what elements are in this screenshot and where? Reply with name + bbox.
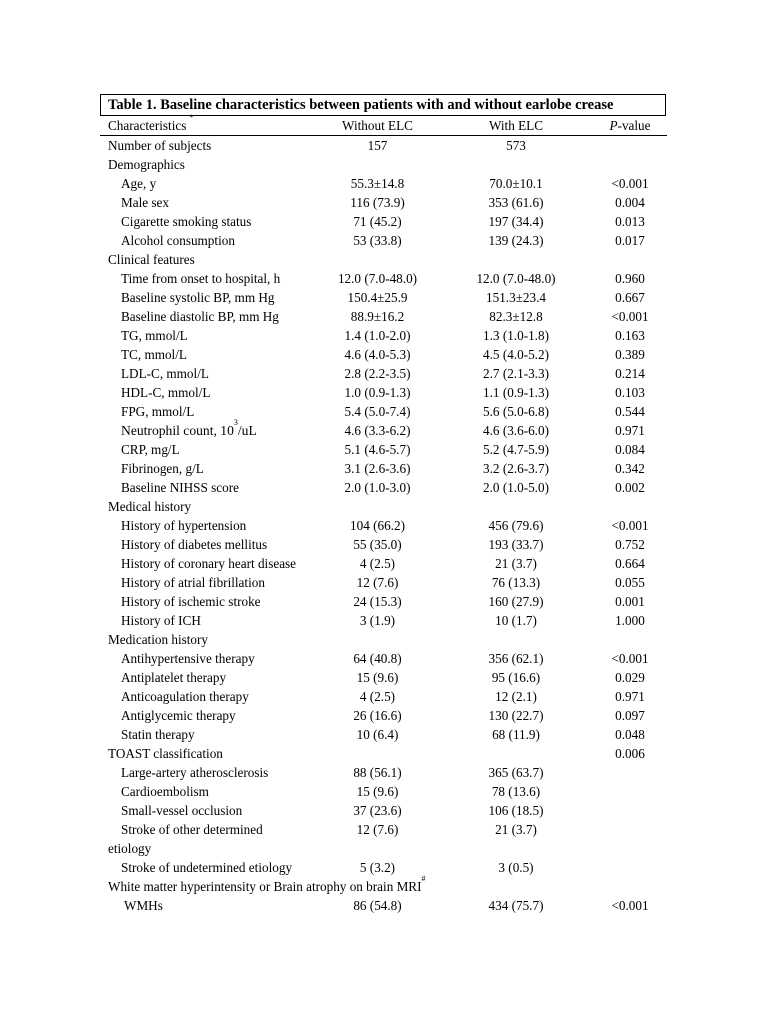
cell-p-value: 0.055 xyxy=(615,575,645,590)
row-label-text: Number of subjects xyxy=(108,138,212,153)
row-label xyxy=(121,440,180,459)
cell-without-elc: 2.0 (1.0-3.0) xyxy=(344,480,411,495)
row-label xyxy=(108,744,223,763)
row-label-text: Stroke of undetermined etiology xyxy=(121,860,293,875)
table-row xyxy=(0,725,768,744)
row-label-tail: /uL xyxy=(237,423,257,438)
row-label xyxy=(121,649,255,668)
row-label xyxy=(121,820,263,839)
table-row xyxy=(0,402,768,421)
row-label-text: TOAST classification xyxy=(108,746,223,761)
cell-with-elc: 5.2 (4.7-5.9) xyxy=(483,442,549,457)
cell-with-elc: 10 (1.7) xyxy=(495,613,537,628)
row-label-text: History of diabetes mellitus xyxy=(121,537,268,552)
row-label-text: White matter hyperintensity or Brain atrophy on brain MRI xyxy=(108,879,422,894)
cell-p-value: <0.001 xyxy=(611,176,649,191)
row-label-text: Baseline diastolic BP, mm Hg xyxy=(121,309,279,324)
table-row xyxy=(0,896,768,915)
cell-p-value: 0.001 xyxy=(615,594,645,609)
row-label xyxy=(121,801,242,820)
cell-without-elc: 4.6 (3.3-6.2) xyxy=(344,423,411,438)
table-header-row xyxy=(0,113,768,135)
cell-without-elc: 88.9±16.2 xyxy=(350,309,405,324)
row-label xyxy=(121,288,275,307)
cell-with-elc: 3.2 (2.6-3.7) xyxy=(483,461,549,476)
cell-with-elc: 12.0 (7.0-48.0) xyxy=(476,271,556,286)
row-label xyxy=(121,706,236,725)
cell-with-elc: 130 (22.7) xyxy=(488,708,544,723)
row-label-text: Alcohol consumption xyxy=(121,233,235,248)
cell-without-elc: 2.8 (2.2-3.5) xyxy=(344,366,411,381)
row-label xyxy=(121,174,156,193)
cell-without-elc: 86 (54.8) xyxy=(353,898,402,913)
table-row xyxy=(0,611,768,630)
cell-without-elc: 10 (6.4) xyxy=(356,727,399,742)
cell-without-elc: 104 (66.2) xyxy=(350,518,405,533)
cell-with-elc: 160 (27.9) xyxy=(488,594,544,609)
table-row xyxy=(0,250,768,269)
row-label xyxy=(121,193,169,212)
cell-p-value: 0.971 xyxy=(615,423,645,438)
table-row xyxy=(0,782,768,801)
table-row xyxy=(0,459,768,478)
row-label-text: Antihypertensive therapy xyxy=(121,651,255,666)
cell-p-value: 1.000 xyxy=(615,613,645,628)
row-label-text: Time from onset to hospital, h xyxy=(121,271,281,286)
row-label xyxy=(108,874,426,896)
cell-without-elc: 12 (7.6) xyxy=(356,822,399,837)
table-row xyxy=(0,630,768,649)
cell-without-elc: 1.0 (0.9-1.3) xyxy=(344,385,411,400)
cell-p-value: <0.001 xyxy=(611,898,649,913)
row-label xyxy=(121,326,188,345)
cell-p-value: 0.214 xyxy=(615,366,645,381)
cell-without-elc: 3.1 (2.6-3.6) xyxy=(344,461,411,476)
table-row xyxy=(0,497,768,516)
cell-p-value: 0.971 xyxy=(615,689,645,704)
row-label-text: Statin therapy xyxy=(121,727,195,742)
table-row xyxy=(0,858,768,877)
row-label xyxy=(121,858,292,877)
row-label-text: History of hypertension xyxy=(121,518,247,533)
table-row xyxy=(0,839,768,858)
cell-p-value: <0.001 xyxy=(611,309,649,324)
cell-with-elc: 2.0 (1.0-5.0) xyxy=(483,480,549,495)
row-label-text: Medical history xyxy=(108,499,192,514)
cell-with-elc: 12 (2.1) xyxy=(495,689,537,704)
row-label-text: FPG, mmol/L xyxy=(121,404,195,419)
row-label-text: Demographics xyxy=(108,157,185,172)
cell-with-elc: 82.3±12.8 xyxy=(489,309,543,324)
cell-with-elc: 197 (34.4) xyxy=(488,214,544,229)
table-row xyxy=(0,535,768,554)
row-label-text: Baseline systolic BP, mm Hg xyxy=(121,290,275,305)
cell-p-value: <0.001 xyxy=(611,518,649,533)
cell-with-elc: 1.1 (0.9-1.3) xyxy=(483,385,549,400)
cell-without-elc: 157 xyxy=(367,138,388,153)
cell-with-elc: 95 (16.6) xyxy=(491,670,541,685)
row-label xyxy=(121,516,246,535)
cell-with-elc: 193 (33.7) xyxy=(488,537,544,552)
cell-without-elc: 71 (45.2) xyxy=(353,214,402,229)
cell-with-elc: 106 (18.5) xyxy=(488,803,544,818)
row-label xyxy=(121,307,279,326)
cell-without-elc: 3 (1.9) xyxy=(359,613,396,628)
cell-without-elc: 53 (33.8) xyxy=(353,233,402,248)
cell-p-value: 0.084 xyxy=(615,442,645,457)
cell-with-elc: 2.7 (2.1-3.3) xyxy=(483,366,549,381)
row-label xyxy=(121,611,201,630)
row-label-text: Stroke of other determined xyxy=(121,822,263,837)
table-row xyxy=(0,687,768,706)
cell-without-elc: 5.1 (4.6-5.7) xyxy=(344,442,411,457)
row-label xyxy=(121,763,268,782)
table-row xyxy=(0,193,768,212)
cell-without-elc: 55 (35.0) xyxy=(353,537,402,552)
row-label xyxy=(121,668,226,687)
row-label xyxy=(121,535,267,554)
row-label-text: Antiglycemic therapy xyxy=(121,708,236,723)
header-footnote-mark: * xyxy=(189,113,194,122)
cell-without-elc: 12.0 (7.0-48.0) xyxy=(337,271,418,286)
table-row xyxy=(0,418,768,440)
cell-without-elc: 5.4 (5.0-7.4) xyxy=(344,404,411,419)
cell-without-elc: 37 (23.6) xyxy=(353,803,402,818)
table-row xyxy=(0,554,768,573)
row-label-text: Medication history xyxy=(108,632,208,647)
row-label xyxy=(108,136,211,155)
cell-p-value: 0.002 xyxy=(615,480,645,495)
row-label-text: Age, y xyxy=(121,176,157,191)
row-label xyxy=(124,896,163,915)
cell-without-elc: 55.3±14.8 xyxy=(350,176,405,191)
row-label-text: Large-artery atherosclerosis xyxy=(121,765,269,780)
cell-with-elc: 5.6 (5.0-6.8) xyxy=(483,404,549,419)
cell-with-elc: 4.5 (4.0-5.2) xyxy=(483,347,549,362)
cell-with-elc: 456 (79.6) xyxy=(488,518,544,533)
row-label-text: Antiplatelet therapy xyxy=(121,670,227,685)
cell-without-elc: 1.4 (1.0-2.0) xyxy=(344,328,411,343)
cell-p-value: 0.006 xyxy=(615,746,645,761)
cell-p-value: 0.960 xyxy=(615,271,645,286)
cell-without-elc: 4 (2.5) xyxy=(359,689,396,704)
row-label xyxy=(108,497,191,516)
header-characteristics xyxy=(108,113,194,135)
table-row xyxy=(0,874,768,896)
row-label xyxy=(121,231,235,250)
table-row xyxy=(0,231,768,250)
cell-without-elc: 15 (9.6) xyxy=(356,670,399,685)
table-row xyxy=(0,744,768,763)
row-label xyxy=(121,383,210,402)
header-p-rest: -value xyxy=(617,118,651,133)
row-label-text: CRP, mg/L xyxy=(121,442,180,457)
cell-p-value: 0.029 xyxy=(615,670,645,685)
table-row xyxy=(0,706,768,725)
cell-without-elc: 116 (73.9) xyxy=(350,195,405,210)
cell-without-elc: 64 (40.8) xyxy=(353,651,402,666)
table-row xyxy=(0,307,768,326)
row-label-text: TC, mmol/L xyxy=(121,347,187,362)
row-label-text: History of coronary heart disease xyxy=(121,556,297,571)
cell-with-elc: 3 (0.5) xyxy=(498,860,534,875)
row-label xyxy=(121,402,194,421)
cell-without-elc: 150.4±25.9 xyxy=(347,290,408,305)
row-label-text: History of atrial fibrillation xyxy=(121,575,265,590)
header-p-value xyxy=(586,116,674,135)
cell-p-value: 0.342 xyxy=(615,461,645,476)
row-label-text: WMHs xyxy=(124,898,163,913)
row-label-text: Cigarette smoking status xyxy=(121,214,252,229)
table-row xyxy=(0,212,768,231)
row-label-superscript: # xyxy=(421,874,426,883)
cell-with-elc: 68 (11.9) xyxy=(492,727,540,742)
cell-p-value: 0.004 xyxy=(615,195,645,210)
cell-p-value: 0.013 xyxy=(615,214,645,229)
row-label-text: Anticoagulation therapy xyxy=(121,689,249,704)
cell-without-elc: 12 (7.6) xyxy=(356,575,399,590)
header-characteristics-text: Characteristics xyxy=(108,118,187,133)
header-p-italic: P xyxy=(609,118,618,133)
cell-with-elc: 139 (24.3) xyxy=(488,233,544,248)
table-row xyxy=(0,174,768,193)
row-label-superscript: 3 xyxy=(233,418,238,427)
table-row xyxy=(0,364,768,383)
table-row xyxy=(0,573,768,592)
row-label xyxy=(121,418,257,440)
cell-with-elc: 70.0±10.1 xyxy=(489,176,543,191)
cell-p-value: 0.163 xyxy=(615,328,645,343)
table-row xyxy=(0,136,768,155)
table-row xyxy=(0,763,768,782)
table-row xyxy=(0,668,768,687)
header-without-elc: Without ELC xyxy=(342,118,413,133)
cell-without-elc: 5 (3.2) xyxy=(359,860,396,875)
row-label xyxy=(121,725,195,744)
table-row xyxy=(0,592,768,611)
row-label xyxy=(121,573,265,592)
cell-p-value: <0.001 xyxy=(611,651,649,666)
table-row xyxy=(0,383,768,402)
row-label xyxy=(108,250,195,269)
table-row xyxy=(0,155,768,174)
cell-with-elc: 1.3 (1.0-1.8) xyxy=(483,328,549,343)
row-label-text: etiology xyxy=(108,841,152,856)
row-label-text: Clinical features xyxy=(108,252,195,267)
table-row xyxy=(0,326,768,345)
row-label xyxy=(121,212,251,231)
row-label-text: History of ischemic stroke xyxy=(121,594,261,609)
row-label-text: History of ICH xyxy=(121,613,201,628)
row-label xyxy=(121,782,209,801)
row-label-text: LDL-C, mmol/L xyxy=(121,366,209,381)
cell-without-elc: 26 (16.6) xyxy=(353,708,402,723)
cell-p-value: 0.103 xyxy=(615,385,645,400)
cell-with-elc: 353 (61.6) xyxy=(488,195,544,210)
row-label xyxy=(121,459,204,478)
row-label xyxy=(108,155,185,174)
cell-with-elc: 78 (13.6) xyxy=(491,784,541,799)
cell-with-elc: 76 (13.3) xyxy=(491,575,541,590)
table-caption: Table 1. Baseline characteristics between patients with and without earlobe crease xyxy=(100,94,666,116)
row-label-text: TG, mmol/L xyxy=(121,328,188,343)
cell-with-elc: 356 (62.1) xyxy=(488,651,544,666)
table-row xyxy=(0,440,768,459)
cell-p-value: 0.017 xyxy=(615,233,645,248)
cell-with-elc: 365 (63.7) xyxy=(488,765,544,780)
row-label-text: Small-vessel occlusion xyxy=(121,803,243,818)
cell-with-elc: 151.3±23.4 xyxy=(486,290,546,305)
row-label xyxy=(121,269,280,288)
cell-with-elc: 4.6 (3.6-6.0) xyxy=(483,423,549,438)
table-row xyxy=(0,820,768,839)
row-label-text: HDL-C, mmol/L xyxy=(121,385,211,400)
row-label xyxy=(121,554,296,573)
row-label-text: Fibrinogen, g/L xyxy=(121,461,204,476)
cell-p-value: 0.667 xyxy=(615,290,645,305)
table-row xyxy=(0,478,768,497)
row-label xyxy=(121,592,261,611)
row-label xyxy=(121,478,239,497)
cell-with-elc: 21 (3.7) xyxy=(495,822,537,837)
table-row xyxy=(0,269,768,288)
cell-p-value: 0.097 xyxy=(615,708,645,723)
row-label-text: Male sex xyxy=(121,195,169,210)
row-label-text: Baseline NIHSS score xyxy=(121,480,239,495)
cell-p-value: 0.752 xyxy=(615,537,645,552)
cell-p-value: 0.664 xyxy=(615,556,645,571)
header-with-elc: With ELC xyxy=(488,118,544,133)
row-label xyxy=(121,345,187,364)
cell-with-elc: 21 (3.7) xyxy=(495,556,537,571)
table-row xyxy=(0,288,768,307)
cell-without-elc: 15 (9.6) xyxy=(356,784,399,799)
table-row xyxy=(0,516,768,535)
row-label-text: Cardioembolism xyxy=(121,784,209,799)
cell-with-elc: 434 (75.7) xyxy=(488,898,544,913)
row-label xyxy=(108,839,151,858)
cell-p-value: 0.389 xyxy=(615,347,645,362)
table-row xyxy=(0,649,768,668)
cell-without-elc: 88 (56.1) xyxy=(353,765,402,780)
table-row xyxy=(0,345,768,364)
row-label xyxy=(108,630,208,649)
row-label-text: Neutrophil count, 10 xyxy=(121,423,234,438)
cell-without-elc: 4 (2.5) xyxy=(359,556,396,571)
row-label xyxy=(121,687,249,706)
cell-p-value: 0.048 xyxy=(615,727,645,742)
cell-p-value: 0.544 xyxy=(615,404,645,419)
cell-without-elc: 24 (15.3) xyxy=(353,594,402,609)
cell-with-elc: 573 xyxy=(506,138,526,153)
cell-without-elc: 4.6 (4.0-5.3) xyxy=(344,347,411,362)
row-label xyxy=(121,364,209,383)
table-row xyxy=(0,801,768,820)
